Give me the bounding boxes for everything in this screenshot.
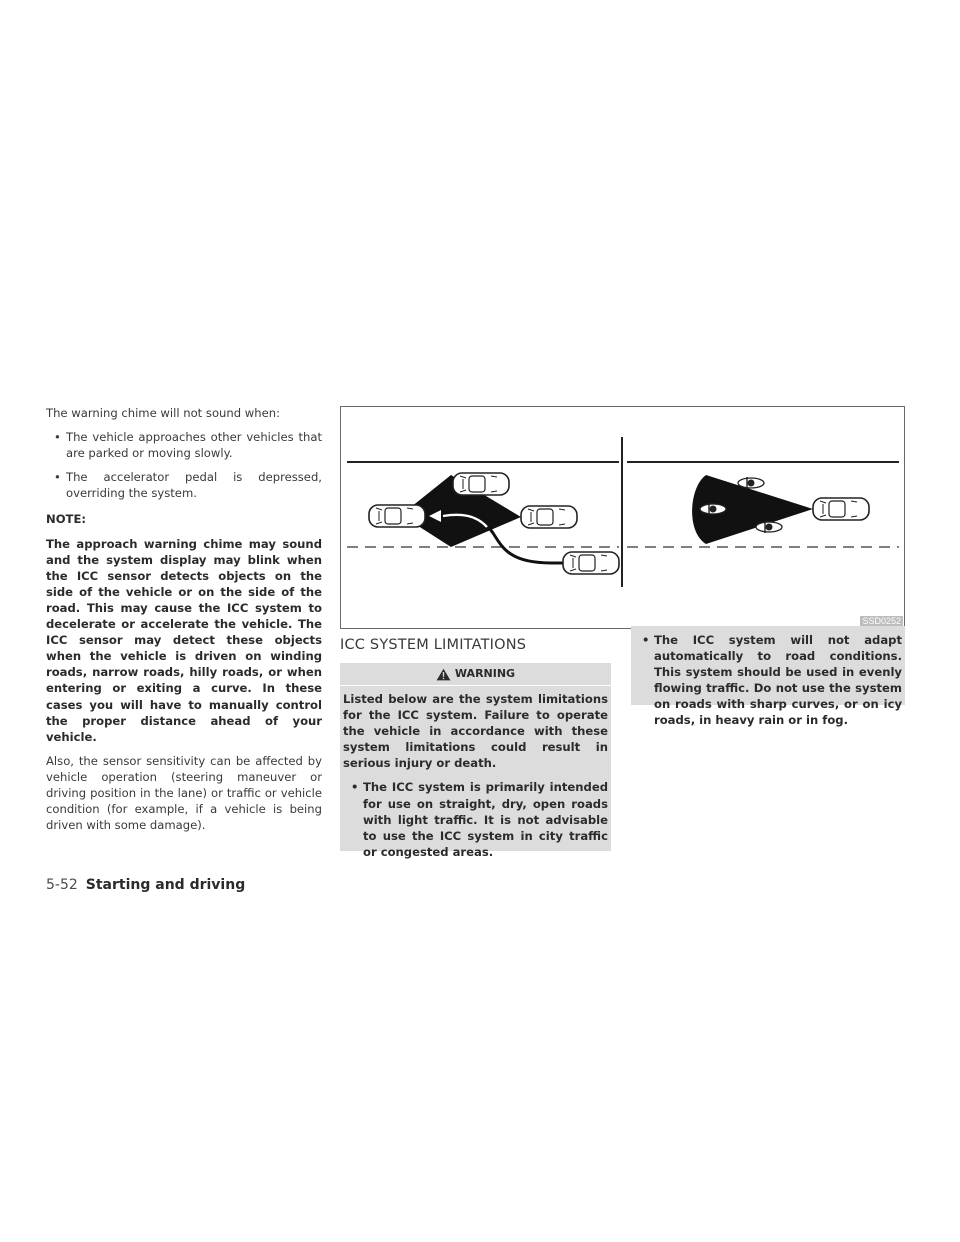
right-scene [627,462,899,547]
warning-triangle-icon [436,668,451,681]
note-text: The approach warning chime may sound and the system display may blink when the ICC sensor detects objects on the side of the vehicle or on the side of the road. This may cause the ICC system to decelerate or accelerate the vehicle. The ICC sensor may detect these objects when the vehicle is driven on winding roads, narrow roads, hilly roads, or when entering or exiting a curve. In these cases you will have to manually control the proper distance ahead of your vehicle. [46,536,322,744]
warning-box-continued [631,626,905,728]
page-number: 5-52 [46,877,78,893]
bullet-item-1: • The vehicle approaches other vehicles that are parked or moving slowly. [46,429,322,461]
left-column [46,405,322,833]
section-heading: ICC SYSTEM LIMITATIONS [340,637,527,653]
sensitivity-text: Also, the sensor sensitivity can be affected by vehicle operation (steering maneuver or driving position in the lane) or traffic or vehicle condition (for example, if a vehicle is being driven with some damage). [46,753,322,833]
figure-code: SSD0252 [862,616,901,626]
left-scene [347,462,619,574]
bullet-item-2: • The accelerator pedal is depressed, overriding the system. [46,469,322,501]
footer-section-title: Starting and driving [85,877,246,893]
warning-title: WARNING [454,667,516,680]
icc-limitations-figure [340,406,905,629]
warning-header [340,663,611,686]
warning-bullet-2: • The ICC system will not adapt automatically to road conditions. This system should be used in evenly flowing traffic. Do not use the system on roads with sharp curves, or on icy roads, in heavy rain or in fog. [634,632,902,729]
road-diagram [341,407,905,629]
warning-box [340,663,611,859]
warning-intro: Listed below are the system limitations for the ICC system. Failure to operate the vehicle in accordance with these system limitations could result in serious injury or death. [343,692,608,771]
intro-text: The warning chime will not sound when: [46,406,281,420]
warning-bullet-1: • The ICC system is primarily intended for use on straight, dry, open roads with light traffic. It is not advisable to use the ICC system in city traffic or congested areas. [343,779,608,859]
page-footer [46,876,245,894]
note-label: NOTE: [46,512,87,527]
